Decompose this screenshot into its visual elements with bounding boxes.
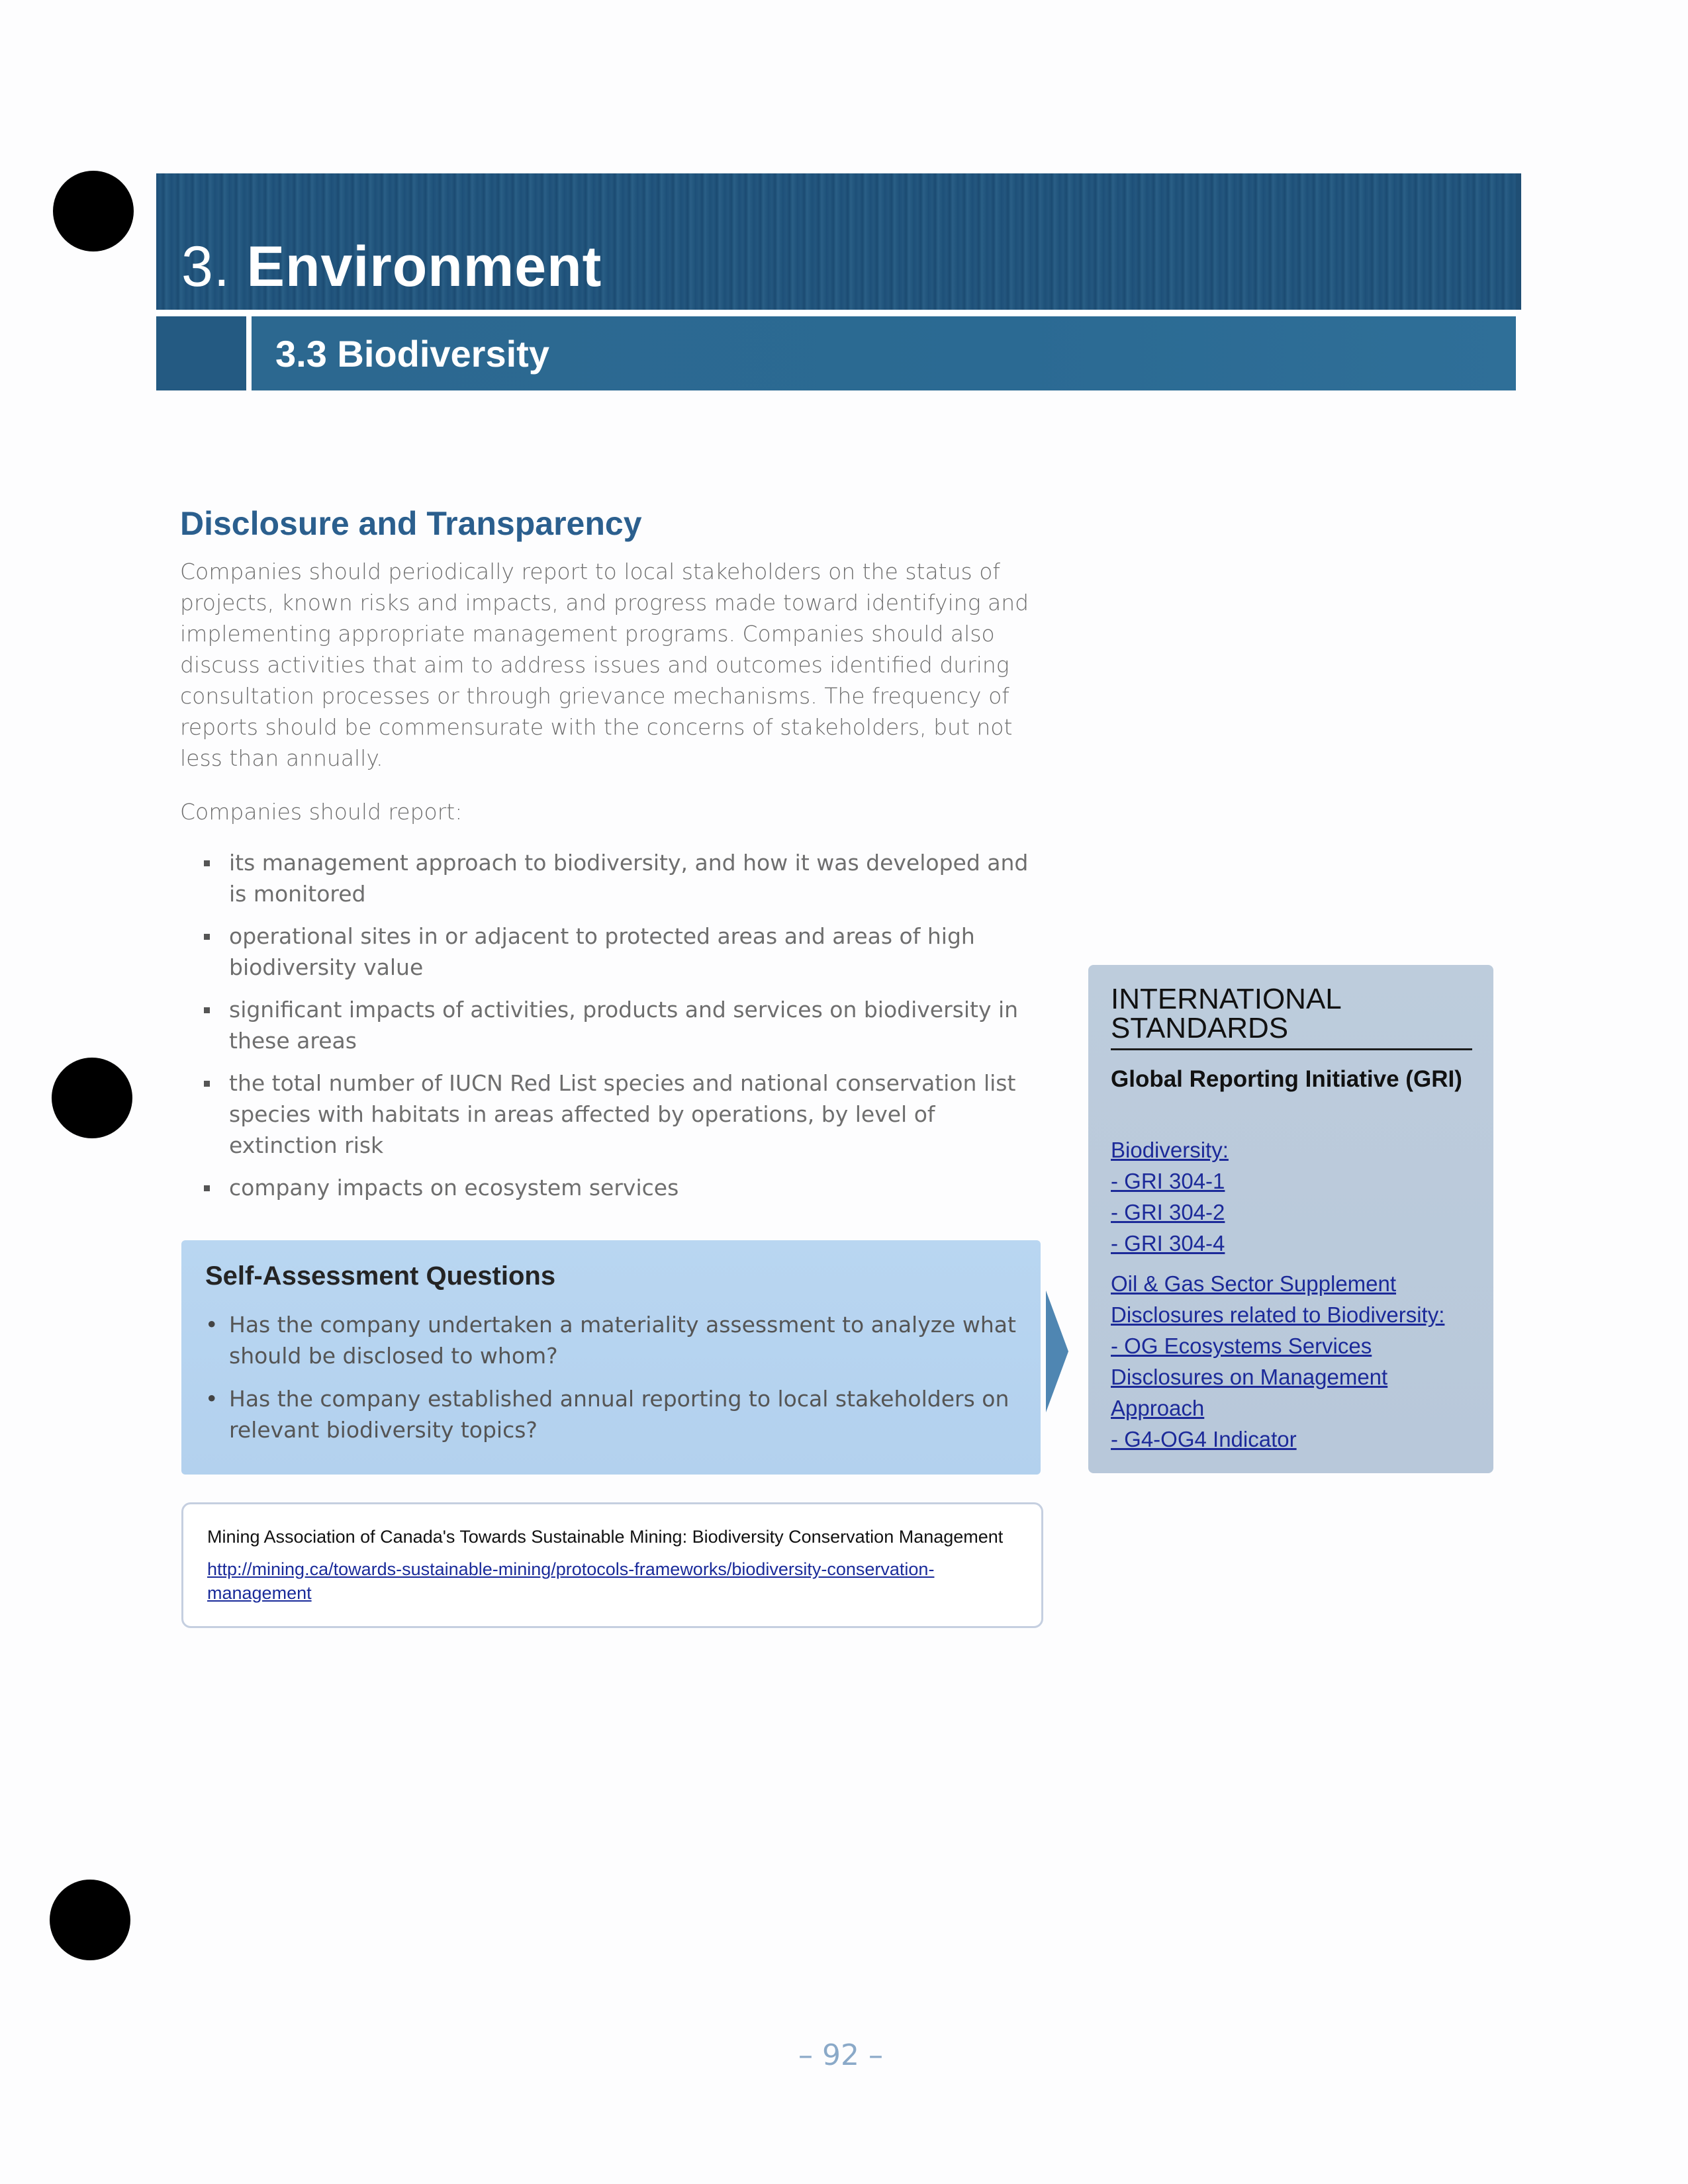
- bullet-icon: [204, 1081, 210, 1087]
- section-title: 3.3 Biodiversity: [275, 333, 549, 375]
- bullet-icon: [204, 860, 210, 866]
- gri-link-304-1[interactable]: - GRI 304-1: [1111, 1169, 1225, 1193]
- og-link-management[interactable]: Disclosures on Management: [1111, 1365, 1388, 1389]
- chapter-title: Environment: [246, 235, 602, 298]
- list-item: [199, 921, 1039, 983]
- og-links: [1111, 1268, 1481, 1455]
- reference-title: Mining Association of Canada's Towards Sustainable Mining: Biodiversity Conservation Management: [207, 1527, 1004, 1547]
- list-item: [199, 994, 1039, 1056]
- gri-link-304-4[interactable]: - GRI 304-4: [1111, 1231, 1225, 1255]
- report-list: [199, 847, 1039, 1214]
- standards-title-line: INTERNATIONAL: [1111, 983, 1342, 1015]
- gri-links: [1111, 1134, 1481, 1259]
- gri-link-biodiversity[interactable]: Biodiversity:: [1111, 1138, 1229, 1162]
- bullet-icon: [204, 1185, 210, 1191]
- page-heading: Disclosure and Transparency: [180, 505, 642, 542]
- question-text: Has the company established annual reporting to local stakeholders on relevant biodiversity topics?: [229, 1386, 1009, 1443]
- page-number: – 92 –: [798, 2038, 883, 2072]
- list-item-text: the total number of IUCN Red List species and national conservation list species with habitats in areas affected by operations, by level of extinction risk: [229, 1070, 1016, 1158]
- list-item-text: significant impacts of activities, products and services on biodiversity in these areas: [229, 997, 1019, 1054]
- binder-hole: [52, 1058, 132, 1138]
- og-link-disclosures[interactable]: Disclosures related to Biodiversity:: [1111, 1302, 1445, 1327]
- chapter-heading: [181, 234, 602, 300]
- banner-divider: [156, 310, 1516, 316]
- standards-title: [1111, 985, 1468, 1043]
- binder-hole: [53, 171, 134, 251]
- og-link-ecosystems[interactable]: - OG Ecosystems Services: [1111, 1334, 1372, 1358]
- og-link-approach[interactable]: Approach: [1111, 1396, 1205, 1420]
- og-link-indicator[interactable]: - G4-OG4 Indicator: [1111, 1427, 1297, 1451]
- gri-link-304-2[interactable]: - GRI 304-2: [1111, 1200, 1225, 1224]
- self-assessment-title: Self-Assessment Questions: [205, 1261, 556, 1291]
- standards-divider: [1111, 1048, 1472, 1050]
- bullet-icon: [204, 934, 210, 940]
- section-banner-tab: [156, 316, 246, 390]
- reference-link[interactable]: http://mining.ca/towards-sustainable-mining/protocols-frameworks/biodiversity-conservation-management: [207, 1559, 935, 1603]
- bullet-icon: [204, 1007, 210, 1013]
- question-item: [204, 1309, 1018, 1371]
- question-text: Has the company undertaken a materiality assessment to analyze what should be disclosed to whom?: [229, 1312, 1016, 1369]
- bullet-icon: •: [205, 1386, 218, 1412]
- gri-title: Global Reporting Initiative (GRI): [1111, 1066, 1462, 1092]
- standards-title-line: STANDARDS: [1111, 1012, 1289, 1044]
- self-assessment-box: [181, 1240, 1041, 1475]
- bullet-icon: •: [205, 1312, 218, 1338]
- international-standards-box: [1088, 965, 1493, 1473]
- question-item: [204, 1383, 1018, 1445]
- og-link-supplement[interactable]: Oil & Gas Sector Supplement: [1111, 1271, 1397, 1296]
- report-lead: Companies should report:: [180, 799, 463, 825]
- list-item-text: operational sites in or adjacent to protected areas and areas of high biodiversity value: [229, 923, 975, 980]
- list-item: [199, 847, 1039, 909]
- list-item-text: company impacts on ecosystem services: [229, 1175, 679, 1201]
- pointer-arrow-icon: [1046, 1291, 1068, 1412]
- list-item: [199, 1172, 1039, 1203]
- self-assessment-list: [204, 1309, 1018, 1457]
- list-item-text: its management approach to biodiversity, and how it was developed and is monitored: [229, 850, 1029, 907]
- section-banner: [252, 316, 1516, 390]
- intro-paragraph: Companies should periodically report to local stakeholders on the status of projects, known risks and impacts, and progress made toward identifying and implementing appropriate management programs. Companies should also discuss activities that aim to address issues and outcomes identified during consultation processes or through grievance mechanisms. The frequency of reports should be commensurate with the concerns of stakeholders, but not less than annually.: [180, 559, 1029, 771]
- binder-hole: [50, 1880, 130, 1960]
- chapter-banner: [156, 173, 1521, 310]
- chapter-number: 3.: [181, 235, 230, 298]
- reference-box: [181, 1502, 1043, 1628]
- list-item: [199, 1068, 1039, 1161]
